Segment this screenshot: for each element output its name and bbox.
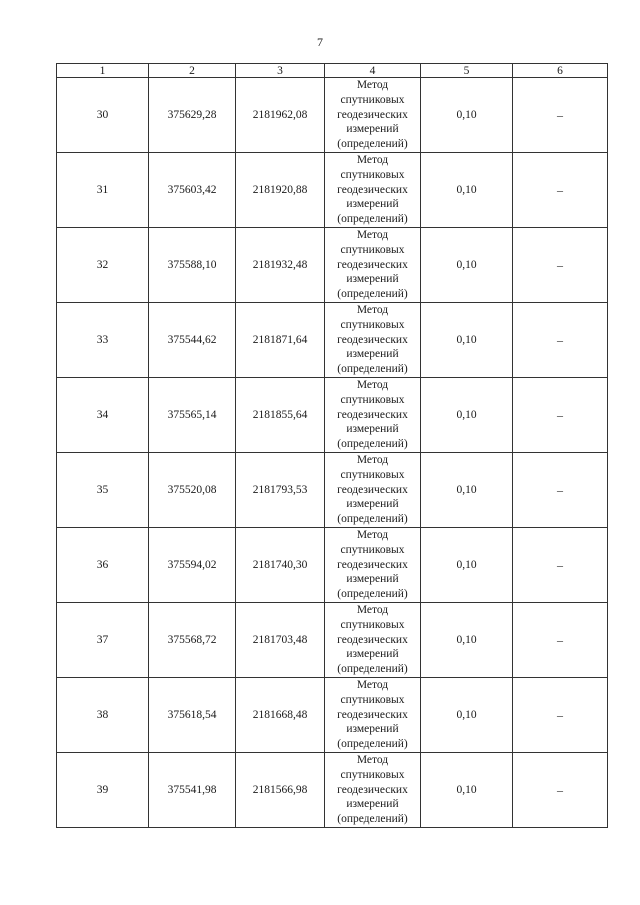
x-coordinate-cell: 375629,28 <box>149 78 236 153</box>
method-cell <box>325 753 421 828</box>
method-line: спутниковых <box>340 243 405 256</box>
column-header: 1 <box>57 64 149 78</box>
precision-cell: 0,10 <box>421 153 513 228</box>
x-coordinate-cell: 375603,42 <box>149 153 236 228</box>
method-line: спутниковых <box>340 468 405 481</box>
method-line: Метод <box>356 229 389 241</box>
method-line: геодезических <box>337 258 408 271</box>
column-header: 4 <box>325 64 421 78</box>
method-line: (определений) <box>337 588 408 601</box>
column-header: 3 <box>236 64 325 78</box>
precision-cell: 0,10 <box>421 453 513 528</box>
precision-cell: 0,10 <box>421 78 513 153</box>
x-coordinate-cell: 375544,62 <box>149 303 236 378</box>
method-line: измерений <box>346 348 399 361</box>
method-line: Метод <box>356 754 389 766</box>
method-line: геодезических <box>337 408 408 421</box>
column-header: 6 <box>513 64 608 78</box>
coordinates-table <box>56 63 608 828</box>
method-line: (определений) <box>337 288 408 301</box>
column-header: 2 <box>149 64 236 78</box>
point-number-cell: 38 <box>57 678 149 753</box>
method-line: измерений <box>346 723 399 736</box>
method-line: измерений <box>346 273 399 286</box>
point-number-cell: 30 <box>57 78 149 153</box>
note-cell: – <box>513 303 608 378</box>
method-line: геодезических <box>337 333 408 346</box>
x-coordinate-cell: 375588,10 <box>149 228 236 303</box>
method-line: Метод <box>356 379 389 391</box>
y-coordinate-cell: 2181740,30 <box>236 528 325 603</box>
column-header: 5 <box>421 64 513 78</box>
method-line: измерений <box>346 123 399 136</box>
y-coordinate-cell: 2181703,48 <box>236 603 325 678</box>
method-line: спутниковых <box>340 618 405 631</box>
precision-cell: 0,10 <box>421 678 513 753</box>
y-coordinate-cell: 2181668,48 <box>236 678 325 753</box>
y-coordinate-cell: 2181932,48 <box>236 228 325 303</box>
header-row <box>57 64 608 78</box>
method-line: (определений) <box>337 363 408 376</box>
point-number-cell: 31 <box>57 153 149 228</box>
method-line: спутниковых <box>340 393 405 406</box>
method-line: (определений) <box>337 138 408 151</box>
method-cell <box>325 378 421 453</box>
table-row <box>57 228 608 303</box>
table-row <box>57 753 608 828</box>
note-cell: – <box>513 153 608 228</box>
method-cell <box>325 303 421 378</box>
method-line: измерений <box>346 498 399 511</box>
note-cell: – <box>513 228 608 303</box>
point-number-cell: 32 <box>57 228 149 303</box>
method-cell <box>325 78 421 153</box>
method-line: спутниковых <box>340 543 405 556</box>
precision-cell: 0,10 <box>421 228 513 303</box>
method-cell <box>325 228 421 303</box>
method-line: Метод <box>356 79 389 91</box>
x-coordinate-cell: 375565,14 <box>149 378 236 453</box>
note-cell: – <box>513 678 608 753</box>
x-coordinate-cell: 375568,72 <box>149 603 236 678</box>
precision-cell: 0,10 <box>421 603 513 678</box>
method-line: измерений <box>346 798 399 811</box>
point-number-cell: 36 <box>57 528 149 603</box>
method-line: спутниковых <box>340 318 405 331</box>
table-row <box>57 453 608 528</box>
page-number: 7 <box>317 35 323 49</box>
method-line: спутниковых <box>340 93 405 106</box>
note-cell: – <box>513 378 608 453</box>
method-line: спутниковых <box>340 768 405 781</box>
method-cell <box>325 603 421 678</box>
y-coordinate-cell: 2181855,64 <box>236 378 325 453</box>
y-coordinate-cell: 2181566,98 <box>236 753 325 828</box>
method-line: (определений) <box>337 438 408 451</box>
note-cell: – <box>513 453 608 528</box>
x-coordinate-cell: 375594,02 <box>149 528 236 603</box>
method-line: Метод <box>356 679 389 691</box>
method-line: измерений <box>346 423 399 436</box>
method-line: спутниковых <box>340 693 405 706</box>
table-body <box>57 78 608 828</box>
y-coordinate-cell: 2181962,08 <box>236 78 325 153</box>
method-line: геодезических <box>337 483 408 496</box>
note-cell: – <box>513 528 608 603</box>
table-row <box>57 78 608 153</box>
method-line: геодезических <box>337 558 408 571</box>
method-line: Метод <box>356 154 389 166</box>
table-header <box>57 64 608 78</box>
method-line: Метод <box>356 604 389 616</box>
table-row <box>57 153 608 228</box>
table-row <box>57 528 608 603</box>
method-line: геодезических <box>337 183 408 196</box>
method-line: Метод <box>356 529 389 541</box>
y-coordinate-cell: 2181871,64 <box>236 303 325 378</box>
y-coordinate-cell: 2181920,88 <box>236 153 325 228</box>
table-row <box>57 303 608 378</box>
x-coordinate-cell: 375541,98 <box>149 753 236 828</box>
x-coordinate-cell: 375520,08 <box>149 453 236 528</box>
point-number-cell: 39 <box>57 753 149 828</box>
method-line: геодезических <box>337 633 408 646</box>
note-cell: – <box>513 603 608 678</box>
method-cell <box>325 678 421 753</box>
method-cell <box>325 153 421 228</box>
method-cell <box>325 528 421 603</box>
table-row <box>57 378 608 453</box>
x-coordinate-cell: 375618,54 <box>149 678 236 753</box>
note-cell: – <box>513 78 608 153</box>
method-line: (определений) <box>337 813 408 826</box>
method-line: спутниковых <box>340 168 405 181</box>
method-line: (определений) <box>337 513 408 526</box>
note-cell: – <box>513 753 608 828</box>
point-number-cell: 35 <box>57 453 149 528</box>
table-row <box>57 678 608 753</box>
method-line: геодезических <box>337 783 408 796</box>
method-line: (определений) <box>337 663 408 676</box>
method-line: (определений) <box>337 213 408 226</box>
method-line: геодезических <box>337 108 408 121</box>
precision-cell: 0,10 <box>421 753 513 828</box>
method-line: измерений <box>346 573 399 586</box>
precision-cell: 0,10 <box>421 528 513 603</box>
method-line: измерений <box>346 648 399 661</box>
point-number-cell: 33 <box>57 303 149 378</box>
method-line: Метод <box>356 454 389 466</box>
y-coordinate-cell: 2181793,53 <box>236 453 325 528</box>
method-line: геодезических <box>337 708 408 721</box>
method-cell <box>325 453 421 528</box>
method-line: (определений) <box>337 738 408 751</box>
method-line: измерений <box>346 198 399 211</box>
point-number-cell: 37 <box>57 603 149 678</box>
point-number-cell: 34 <box>57 378 149 453</box>
table-row <box>57 603 608 678</box>
precision-cell: 0,10 <box>421 378 513 453</box>
method-line: Метод <box>356 304 389 316</box>
precision-cell: 0,10 <box>421 303 513 378</box>
